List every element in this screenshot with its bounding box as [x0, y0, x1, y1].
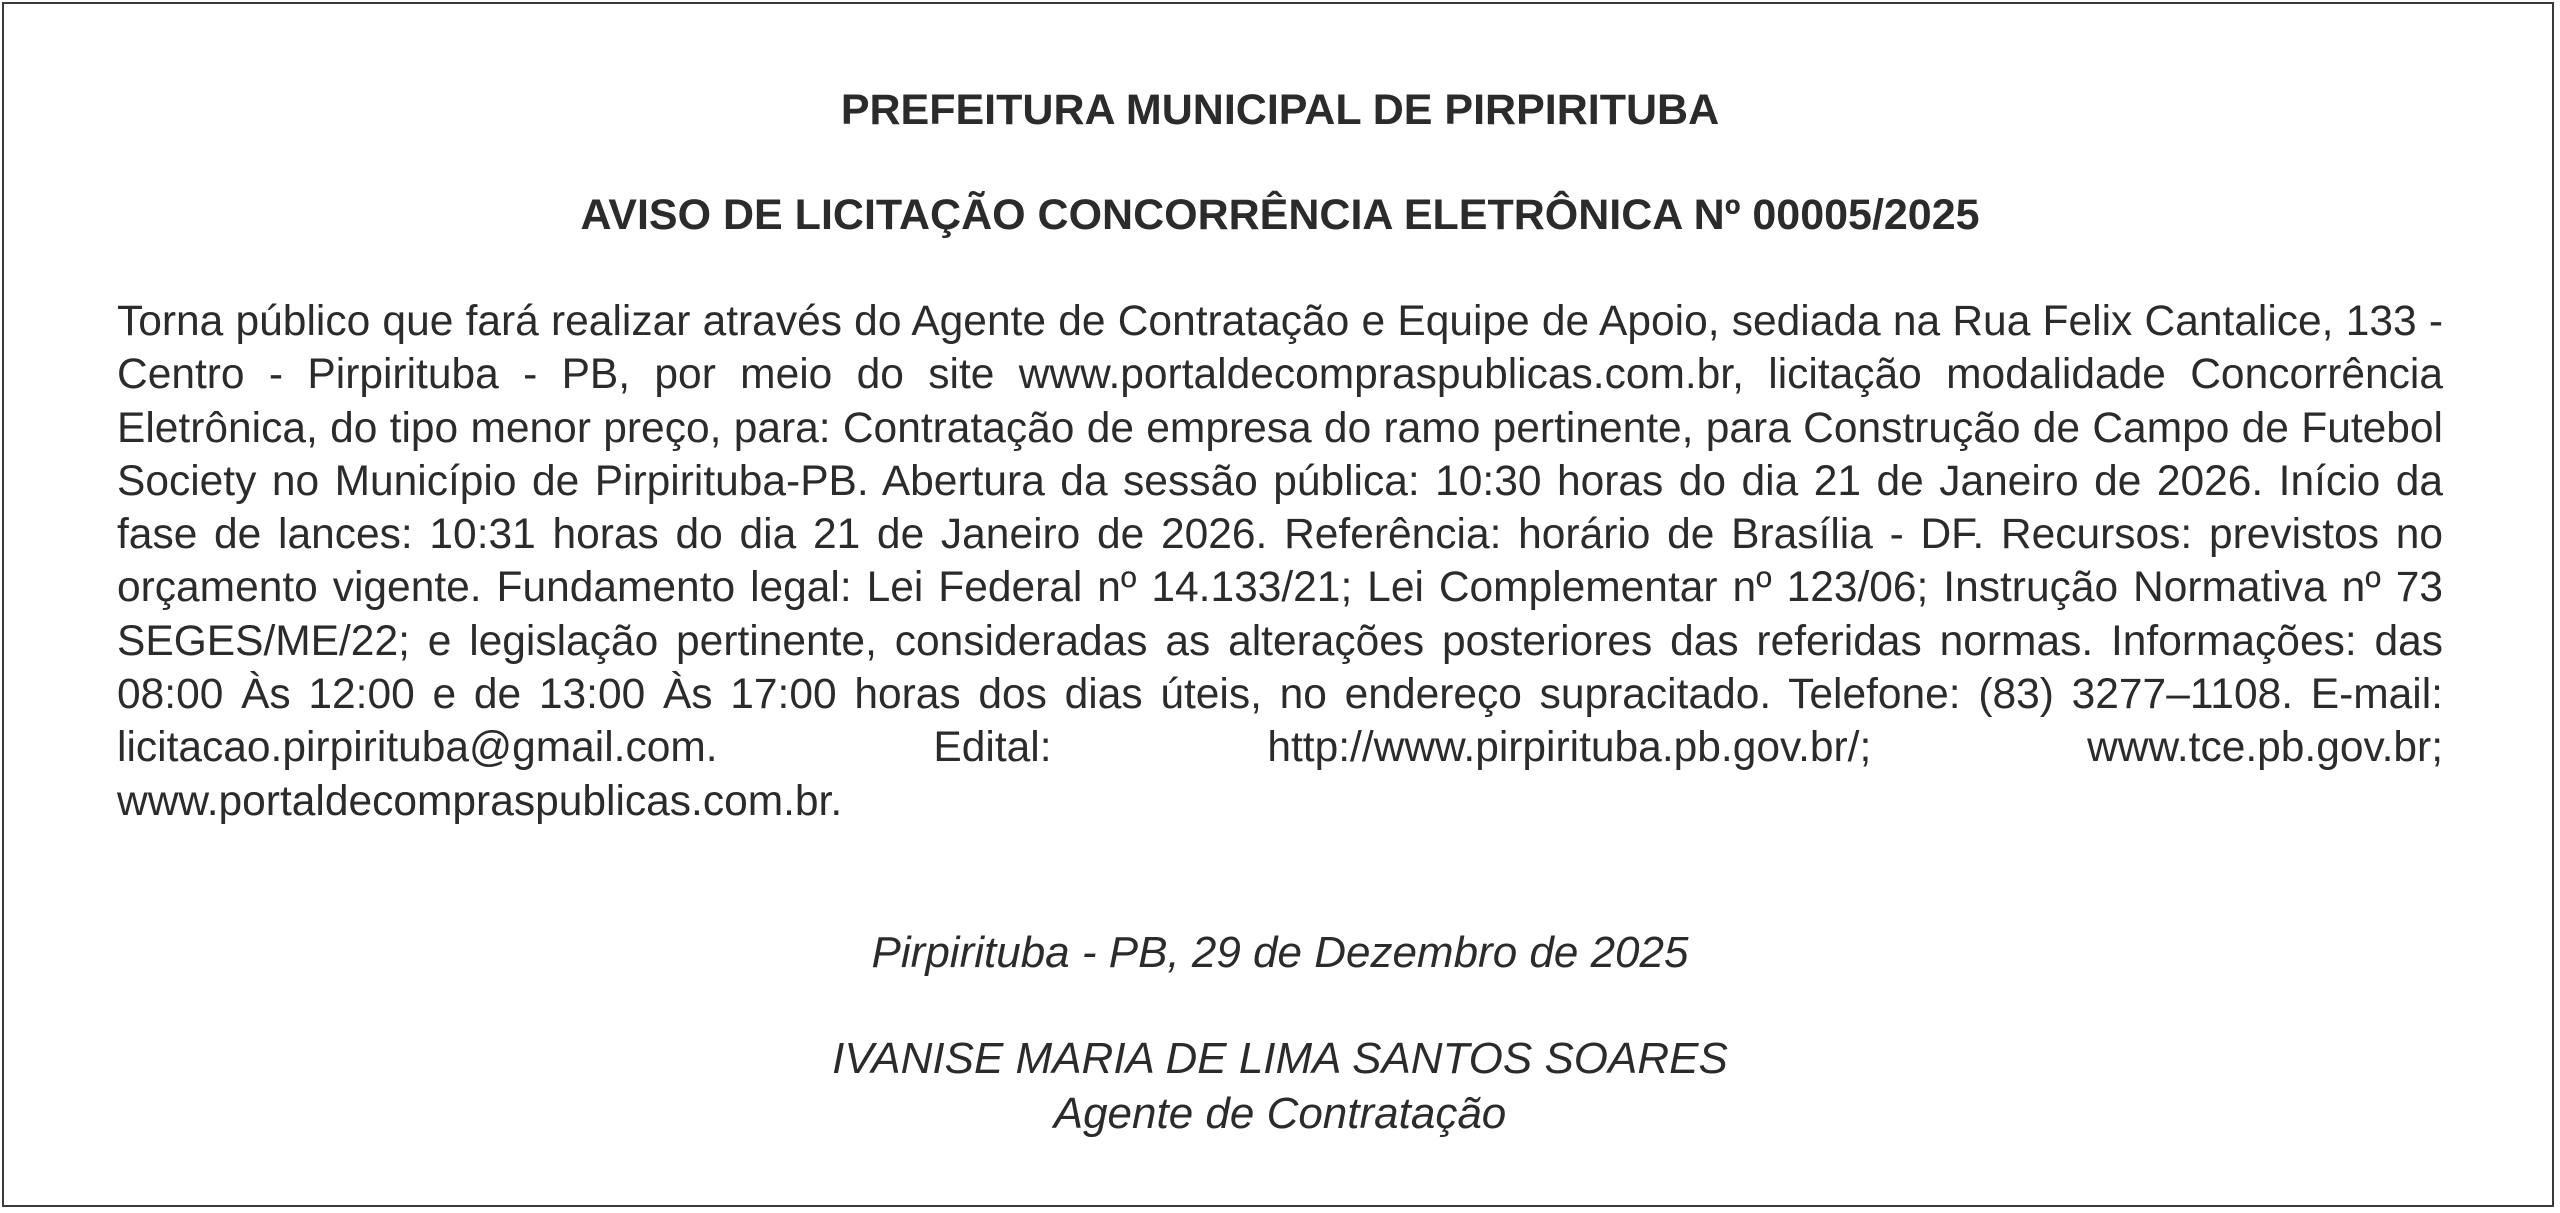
place-date: Pirpirituba - PB, 29 de Dezembro de 2025 — [871, 928, 1689, 977]
institution-heading: PREFEITURA MUNICIPAL DE PIRPIRITUBA — [840, 86, 1720, 134]
notice-body-text: Torna público que fará realizar através do Agente de Contratação e Equipe de Apoio, sediada na Rua Felix Cantalice, 133 - Centro - Pirpirituba - PB, por meio do site www.portaldecompraspublicas.com.br, licitação modalidade Concorrência Eletrônica, do tipo menor preço, para: Contratação de empresa do ramo pertinente, para Construção de Campo de Futebol Society no Município de Pirpirituba-PB. Abertura da sessão pública: 10:30 horas do dia 21 de Janeiro de 2026. Início da fase de lances: 10:31 horas do dia 21 de Janeiro de 2026. Referência: horário de Brasília - DF. Recursos: previstos no orçamento vigente. Fundamento legal: Lei Federal nº 14.133/21; Lei Complementar nº 123/06; Instrução Normativa nº 73 SEGES/ME/22; e legislação pertinente, consideradas as alterações posteriores das referidas normas. Informações: das 08:00 Às 12:00 e de 13:00 Às 17:00 horas dos dias úteis, no endereço supracitado. Telefone: (83) 3277–1108. E-mail: licitacao.pirpirituba@gmail.com. Edital: http://www.pirpirituba.pb.gov.br/; www.tce.pb.gov.br; www.portaldecompraspublicas.com.br. — [117, 298, 2443, 825]
signer-role: Agente de Contratação — [1053, 1089, 1507, 1138]
signer-name: IVANISE MARIA DE LIMA SANTOS SOARES — [832, 1034, 1728, 1083]
notice-title: AVISO DE LICITAÇÃO CONCORRÊNCIA ELETRÔNICA Nº 00005/2025 — [580, 191, 1980, 239]
